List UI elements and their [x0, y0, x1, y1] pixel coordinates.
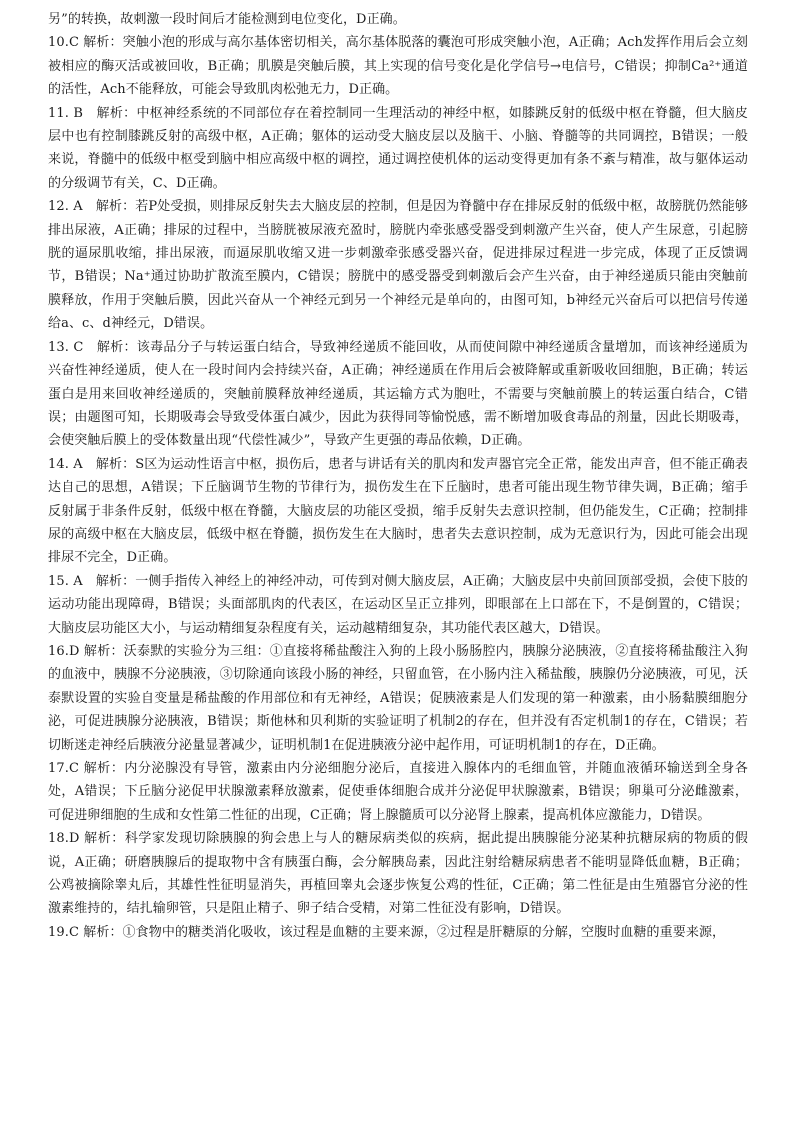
answer-paragraph-q16: 16.D 解析：沃泰默的实验分为三组：①直接将稀盐酸注入狗的上段小肠肠腔内，胰腺分泌胰液，②直接将稀盐酸注入狗的血液中，胰腺不分泌胰液，③切除通向该段小肠的神经，只留血管，在小肠内注入稀盐酸，胰腺仍分泌胰液，可见，沃泰默设置的实验自变量是稀盐酸的作用部位和有无神经，A错误；促胰液素是人们发现的第一种激素，由小肠黏膜细胞分泌，可促进胰腺分泌胰液，B错误；斯他林和贝利斯的实验证明了机制2的存在，但并没有否定机制1的存在，C错误；若切断迷走神经后胰液分泌量显著减少，证明机制1在促进胰液分泌中起作用，可证明机制1的存在，D正确。: [48, 643, 748, 753]
answer-paragraph-q12: 12. A 解析：若P处受损，则排尿反射失去大脑皮层的控制，但是因为脊髓中存在排尿反射的低级中枢，故膀胱仍然能够排出尿液，A正确；排尿的过程中，当膀胱被尿液充盈时，膀胱内牵张感受器受到刺激产生兴奋，使人产生尿意，引起膀胱的逼尿肌收缩，排出尿液，而逼尿肌收缩又进一步刺激牵张感受器兴奋，促进排尿过程进一步完成，体现了正反馈调节，B错误；Na⁺通过协助扩散流至膜内，C错误；膀胱中的感受器受到刺激后会产生兴奋，由于神经递质只能由突触前膜释放，作用于突触后膜，因此兴奋从一个神经元到另一个神经元是单向的，由图可知，b神经元兴奋后可以把信号传递给a、c、d神经元，D错误。: [48, 199, 748, 332]
answer-paragraph-q19: 19.C 解析：①食物中的糖类消化吸收，该过程是血糖的主要来源，②过程是肝糖原的分解，空腹时血糖的重要来源，: [48, 924, 726, 940]
answer-paragraph-q18: 18.D 解析：科学家发现切除胰腺的狗会患上与人的糖尿病类似的疾病，据此提出胰腺能分泌某种抗糖尿病的物质的假说，A正确；研磨胰腺后的提取物中含有胰蛋白酶，会分解胰岛素，因此注射给糖尿病患者不能明显降低血糖，B正确；公鸡被摘除睾丸后，其雄性性征明显消失，再植回睾丸会逐步恢复公鸡的性征，C正确；第二性征是由生殖器官分泌的性激素维持的，结扎输卵管，只是阻止精子、卵子结合受精，对第二性征没有影响，D错误。: [48, 831, 748, 917]
answer-paragraph-q14: 14. A 解析：S区为运动性语言中枢，损伤后，患者与讲话有关的肌肉和发声器官完全正常，能发出声音，但不能正确表达自己的思想，A错误；下丘脑调节生物的节律行为，损伤发生在下丘脑时，患者可能出现生物节律失调，B正确；缩手反射属于非条件反射，低级中枢在脊髓，大脑皮层的功能区受损，缩手反射失去意识控制，但仍能发生，C正确；控制排尿的高级中枢在大脑皮层，低级中枢在脊髓，损伤发生在大脑时，患者失去意识控制，成为无意识行为，因此可能会出现排尿不完全，D正确。: [48, 456, 748, 566]
answer-paragraph-q15: 15. A 解析：一侧手指传入神经上的神经冲动，可传到对侧大脑皮层，A正确；大脑皮层中央前回顶部受损，会使下肢的运动功能出现障碍，B错误；头面部肌肉的代表区，在运动区呈正立排列，即眼部在上口部在下，不是倒置的，C错误；大脑皮层功能区大小，与运动精细复杂程度有关，运动越精细复杂，其功能代表区越大，D错误。: [48, 573, 748, 636]
answer-paragraph-continuation: 另”的转换，故刺激一段时间后才能检测到电位变化，D正确。: [48, 12, 406, 27]
answer-paragraph-q11: 11. B 解析：中枢神经系统的不同部位存在着控制同一生理活动的神经中枢，如膝跳反射的低级中枢在脊髓，但大脑皮层中也有控制膝跳反射的高级中枢，A正确；躯体的运动受大脑皮层以及脑干、小脑、脊髓等的共同调控，B错误；一般来说，脊髓中的低级中枢受到脑中相应高级中枢的调控，通过调控使机体的运动变得更加有条不紊与精准，故与躯体运动的分级调节有关，C、D正确。: [48, 105, 748, 191]
answer-paragraph-q13: 13. C 解析：该毒品分子与转运蛋白结合，导致神经递质不能回收，从而使间隙中神经递质含量增加，而该神经递质为兴奋性神经递质，使人在一段时间内会持续兴奋，A正确；神经递质在作用后会被降解或重新吸收回细胞，B正确；转运蛋白是用来回收神经递质的，突触前膜释放神经递质，其运输方式为胞吐，不需要与突触前膜上的转运蛋白结合，C错误；由题图可知，长期吸毒会导致受体蛋白减少，因此为获得同等愉悦感，需不断增加吸食毒品的剂量，因此长期吸毒，会使突触后膜上的受体数量出现“代偿性减少”，导致产生更强的毒品依赖，D正确。: [48, 339, 748, 449]
answer-paragraph-q17: 17.C 解析：内分泌腺没有导管，激素由内分泌细胞分泌后，直接进入腺体内的毛细血管，并随血液循环输送到全身各处，A错误；下丘脑分泌促甲状腺激素释放激素，促使垂体细胞合成并分泌促甲状腺激素，B错误；卵巢可分泌雌激素，可促进卵细胞的生成和女性第二性征的出现，C正确；肾上腺髓质可以分泌肾上腺素，提高机体应激能力，D错误。: [48, 761, 748, 823]
answer-paragraph-q10: 10.C 解析：突触小泡的形成与高尔基体密切相关，高尔基体脱落的囊泡可形成突触小泡，A正确；Ach发挥作用后会立刻被相应的酶灭活或被回收，B正确；肌膜是突触后膜，其上实现的信号变化是化学信号→电信号，C错误；抑制Ca²⁺通道的活性，Ach不能释放，可能会导致肌肉松弛无力，D正确。: [48, 35, 748, 98]
